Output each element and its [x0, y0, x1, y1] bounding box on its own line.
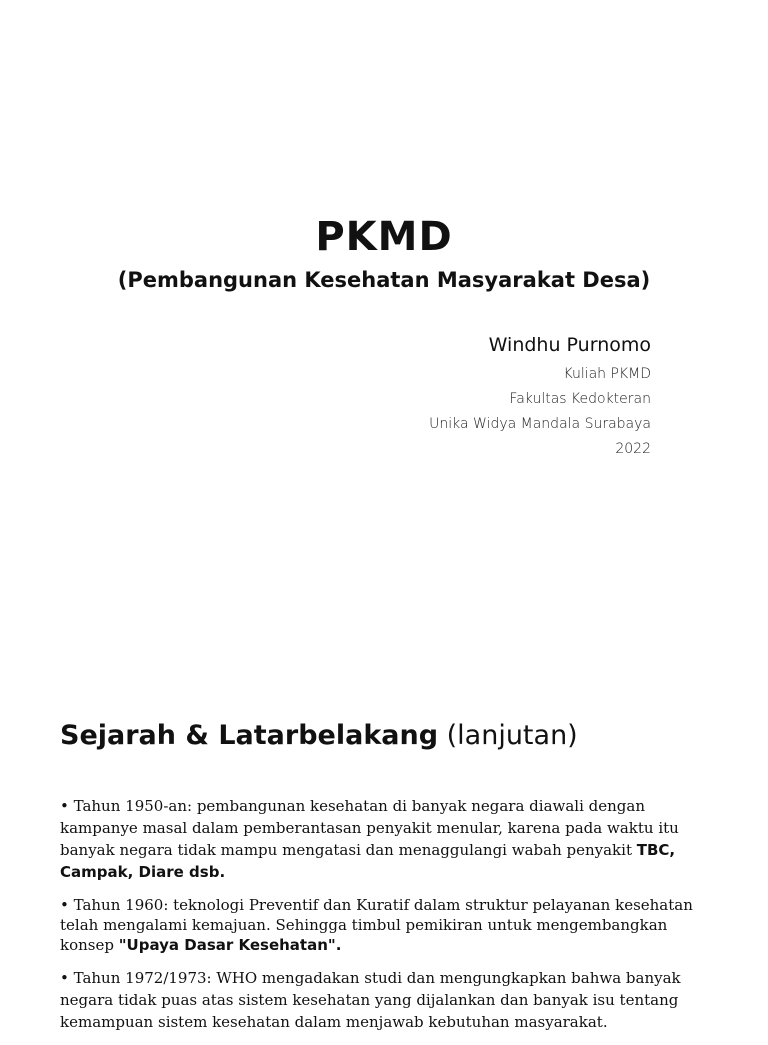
year: 2022 — [615, 441, 651, 457]
bullet-1950s — [60, 795, 720, 883]
university-name: Unika Widya Mandala Surabaya — [429, 416, 651, 432]
course-name: Kuliah PKMD — [563, 366, 651, 382]
author-name: Windhu Purnomo — [488, 334, 651, 356]
bullet-emphasis: TBC, Campak, Diare dsb — [60, 841, 676, 881]
bullet-emphasis: "Upaya Dasar Kesehatan". — [118, 936, 342, 954]
bullet-1972 — [60, 967, 720, 1033]
bullet-tail: . — [219, 863, 226, 881]
faculty-name: Fakultas Kedokteran — [509, 391, 651, 407]
author-block — [429, 332, 651, 462]
slide-title: PKMD — [315, 214, 453, 260]
section-heading-main: Sejarah & Latarbelakang — [60, 720, 439, 751]
bullet-text: • Tahun 1950-an: pembangunan kesehatan di banyak negara diawali dengan kampanye masal dalam pemberantasan penyakit menular, karena pada waktu itu banyak negara tidak mampu mengatasi dan menaggulangi wabah penyakit — [60, 797, 679, 859]
section-heading — [60, 720, 578, 751]
bullet-1960 — [60, 895, 720, 955]
bullet-text: • Tahun 1960: teknologi Preventif dan Kuratif dalam struktur pelayanan kesehatan telah mengalami kemajuan. Sehingga timbul pemikiran untuk mengembangkan konsep — [60, 896, 693, 954]
bullet-text: • Tahun 1972/1973: WHO mengadakan studi dan mengungkapkan bahwa banyak negara tidak puas atas sistem kesehatan yang dijalankan dan banyak isu tentang kemampuan sistem kesehatan dalam menjawab kebutuhan masyarakat. — [60, 969, 681, 1031]
section-heading-suffix: (lanjutan) — [438, 720, 578, 751]
slide-subtitle: (Pembangunan Kesehatan Masyarakat Desa) — [117, 268, 651, 292]
history-bullet-list — [60, 795, 720, 1045]
